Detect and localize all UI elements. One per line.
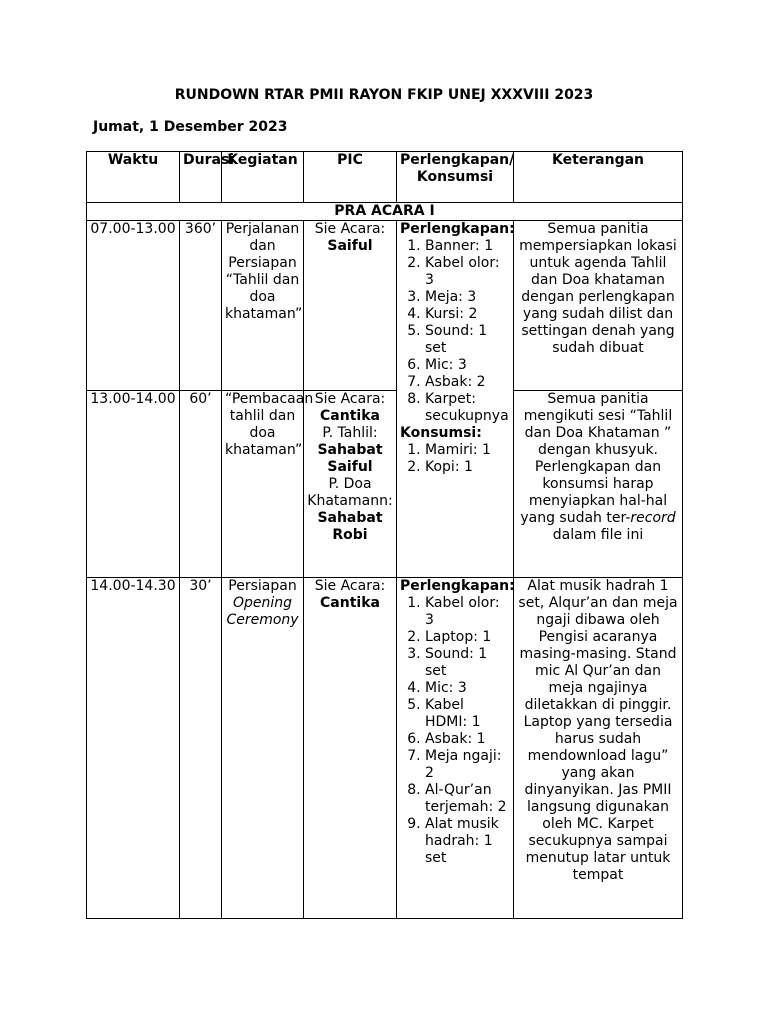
perlengkapan-label: Perlengkapan: bbox=[400, 221, 515, 237]
section-row bbox=[87, 203, 683, 221]
cell-pic bbox=[304, 578, 397, 919]
list-item: 6. Asbak: 1 bbox=[425, 731, 510, 748]
pic-name: Sahabat Robi bbox=[317, 510, 383, 543]
cell-pic bbox=[304, 221, 397, 391]
table-row bbox=[87, 391, 683, 578]
document-title: RUNDOWN RTAR PMII RAYON FKIP UNEJ XXXVIII 2023 bbox=[174, 87, 594, 103]
table-header-row bbox=[87, 152, 683, 203]
list-item: 5. Sound: 1 set bbox=[425, 323, 510, 357]
header-kegiatan: Kegiatan bbox=[222, 152, 304, 203]
kegiatan-text: Persiapan bbox=[228, 578, 297, 594]
pic-name: Cantika bbox=[320, 408, 380, 424]
rundown-table bbox=[86, 151, 683, 919]
list-item: 7. Meja ngaji: 2 bbox=[425, 748, 510, 782]
list-item: 1. Mamiri: 1 bbox=[425, 442, 510, 459]
list-item: 7. Asbak: 2 bbox=[425, 374, 510, 391]
list-item: 8. Karpet: secukupnya bbox=[425, 391, 510, 425]
pic-label: Sie Acara: bbox=[314, 578, 386, 594]
table-row bbox=[87, 221, 683, 391]
header-pic: PIC bbox=[304, 152, 397, 203]
list-item: 3. Sound: 1 set bbox=[425, 646, 510, 680]
cell-keterangan: Semua panitia mempersiapkan lokasi untuk agenda Tahlil dan Doa khataman dengan perlengkapan yang sudah dilist dan settingan denah yang sudah dibuat bbox=[514, 221, 683, 391]
pic-name: Cantika bbox=[320, 595, 380, 611]
list-item: 5. Kabel HDMI: 1 bbox=[425, 697, 510, 731]
list-item: 8. Al-Qur’an terjemah: 2 bbox=[425, 782, 510, 816]
keterangan-text: Semua panitia mengikuti sesi “Tahlil dan Doa Khataman ” dengan khusyuk. Perlengkapan dan konsumsi harap menyiapkan hal-hal yang sudah ter- bbox=[520, 391, 673, 526]
list-item: 1. Banner: 1 bbox=[425, 238, 510, 255]
header-durasi: Durasi bbox=[180, 152, 222, 203]
cell-pic bbox=[304, 391, 397, 578]
konsumsi-label: Konsumsi: bbox=[400, 425, 482, 441]
list-item: 2. Laptop: 1 bbox=[425, 629, 510, 646]
cell-waktu: 14.00-14.30 bbox=[87, 578, 180, 919]
cell-waktu: 13.00-14.00 bbox=[87, 391, 180, 578]
pic-name: Sahabat Saiful bbox=[317, 442, 383, 475]
pic-label: P. Tahlil: bbox=[322, 425, 378, 441]
list-item: 3. Meja: 3 bbox=[425, 289, 510, 306]
cell-kegiatan bbox=[222, 578, 304, 919]
pic-label: P. Doa Khatamann: bbox=[307, 476, 393, 509]
cell-durasi: 60’ bbox=[180, 391, 222, 578]
list-item: 4. Mic: 3 bbox=[425, 680, 510, 697]
table-row bbox=[87, 578, 683, 919]
cell-keterangan: Alat musik hadrah 1 set, Alqur’an dan meja ngaji dibawa oleh Pengisi acaranya masing-masing. Stand mic Al Qur’an dan meja ngajinya diletakkan di pinggir. Laptop yang tersedia harus sudah mendownload lagu” yang akan dinyanyikan. Jas PMII langsung digunakan oleh MC. Karpet secukupnya sampai menutup latar untuk tempat bbox=[514, 578, 683, 919]
perlengkapan-list bbox=[400, 238, 510, 425]
keterangan-text: dalam file ini bbox=[552, 527, 644, 543]
cell-perlengkapan bbox=[397, 578, 514, 919]
list-item: 9. Alat musik hadrah: 1 set bbox=[425, 816, 510, 867]
header-perlengkapan: Perlengkapan/ Konsumsi bbox=[397, 152, 514, 203]
cell-keterangan bbox=[514, 391, 683, 578]
cell-kegiatan: Perjalanan dan Persiapan “Tahlil dan doa khataman” bbox=[222, 221, 304, 391]
section-title: PRA ACARA I bbox=[87, 203, 683, 221]
cell-waktu: 07.00-13.00 bbox=[87, 221, 180, 391]
kegiatan-italic: Opening Ceremony bbox=[226, 595, 299, 628]
list-item: 2. Kabel olor: 3 bbox=[425, 255, 510, 289]
list-item: 4. Kursi: 2 bbox=[425, 306, 510, 323]
konsumsi-list bbox=[400, 442, 510, 476]
list-item: 2. Kopi: 1 bbox=[425, 459, 510, 476]
perlengkapan-label: Perlengkapan: bbox=[400, 578, 515, 594]
pic-label: Sie Acara: bbox=[314, 391, 386, 407]
cell-perlengkapan bbox=[397, 221, 514, 578]
pic-label: Sie Acara: bbox=[314, 221, 386, 237]
header-keterangan: Keterangan bbox=[514, 152, 683, 203]
list-item: 1. Kabel olor: 3 bbox=[425, 595, 510, 629]
perlengkapan-list bbox=[400, 595, 510, 867]
cell-durasi: 30’ bbox=[180, 578, 222, 919]
list-item: 6. Mic: 3 bbox=[425, 357, 510, 374]
pic-name: Saiful bbox=[327, 238, 373, 254]
cell-kegiatan: “Pembacaan tahlil dan doa khataman” bbox=[222, 391, 304, 578]
header-waktu: Waktu bbox=[87, 152, 180, 203]
cell-durasi: 360’ bbox=[180, 221, 222, 391]
keterangan-italic: record bbox=[630, 510, 676, 526]
event-date: Jumat, 1 Desember 2023 bbox=[93, 119, 288, 135]
